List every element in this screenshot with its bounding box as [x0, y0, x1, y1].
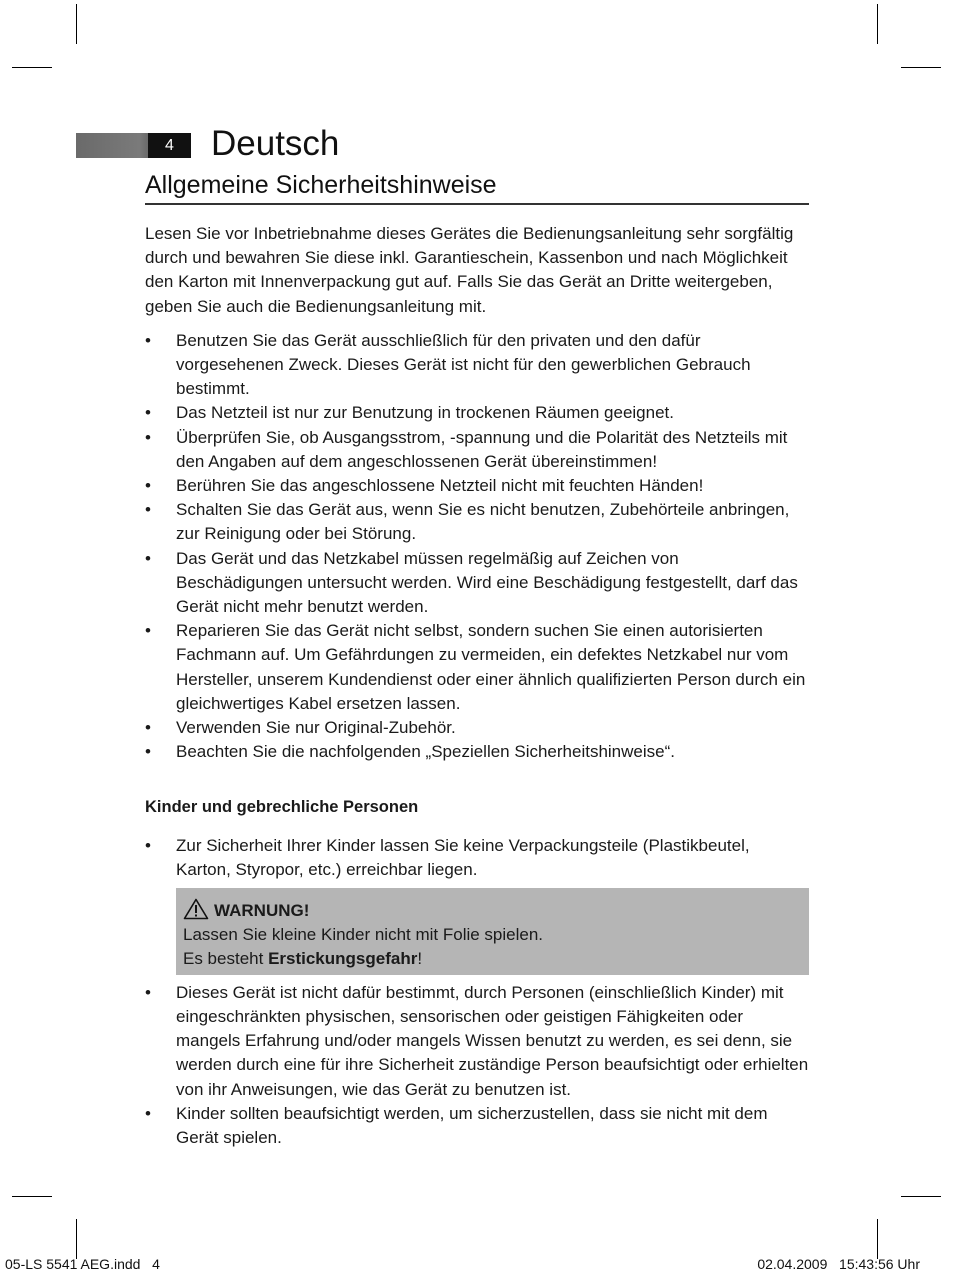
- list-item: [145, 619, 809, 716]
- bullet-icon: •: [145, 548, 151, 568]
- section-divider: [145, 203, 809, 205]
- children-list: [145, 834, 809, 882]
- bullet-icon: •: [145, 427, 151, 447]
- intro-paragraph: Lesen Sie vor Inbetriebnahme dieses Gerätes die Bedienungsanleitung sehr sorgfältig durch und bewahren Sie diese inkl. Garantieschein, Kassenbon und nach Möglichkeit den Karton mit Innenverpackung gut auf. Falls Sie das Gerät an Dritte weitergeben, geben Sie auch die Bedienungsanleitung mit.: [145, 224, 794, 316]
- crop-mark: [76, 1219, 77, 1259]
- crop-mark: [901, 1196, 941, 1197]
- bullet-icon: •: [145, 835, 151, 855]
- bullet-icon: •: [145, 403, 151, 423]
- list-item-text: Dieses Gerät ist nicht dafür bestimmt, durch Personen (einschließlich Kinder) mit eingeschränkten physischen, sensorischen oder geistigen Fähigkeiten oder mangels Erfahrung und/oder mangels Wissen benutzt zu werden, es sei denn, sie werden durch eine für ihre Sicherheit zuständige Person beaufsichtigt oder erhielten von ihr Anweisungen, wie das Gerät zu benutzen ist.: [176, 982, 809, 1099]
- list-item: [145, 547, 809, 620]
- bullet-icon: •: [145, 982, 151, 1002]
- warning-line-2-suffix: !: [417, 949, 423, 969]
- crop-mark: [76, 4, 77, 44]
- list-item-text: Reparieren Sie das Gerät nicht selbst, sondern suchen Sie einen autorisierten Fachmann auf. Um Gefährdungen zu vermeiden, ein defektes Netzkabel nur vom Hersteller, unserem Kundendienst oder einer ähnlich qualifizierten Person durch ein gleichwertiges Kabel ersetzen lassen.: [176, 621, 806, 713]
- bullet-icon: •: [145, 330, 151, 350]
- crop-mark: [901, 67, 941, 68]
- list-item-text: Überprüfen Sie, ob Ausgangsstrom, -spannung und die Polarität des Netzteils mit den Angaben auf dem angeschlossenen Gerät übereinstimmen!: [176, 427, 788, 471]
- children-heading: Kinder und gebrechliche Personen: [145, 798, 419, 817]
- bullet-icon: •: [145, 476, 151, 496]
- list-item-text: Berühren Sie das angeschlossene Netzteil nicht mit feuchten Händen!: [176, 476, 704, 496]
- bullet-icon: •: [145, 742, 151, 762]
- list-item: [145, 401, 809, 425]
- warning-header: [183, 899, 803, 923]
- list-item: [145, 498, 809, 546]
- list-item-text: Verwenden Sie nur Original-Zubehör.: [176, 718, 456, 738]
- children-list-continued: [145, 981, 809, 1150]
- document-body: [145, 222, 809, 1150]
- list-item: [145, 329, 809, 402]
- list-item: [145, 474, 809, 498]
- bullet-icon: •: [145, 500, 151, 520]
- list-item-text: Benutzen Sie das Gerät ausschließlich für den privaten und den dafür vorgesehenen Zweck. Dieses Gerät ist nicht für den gewerblichen Gebrauch bestimmt.: [176, 330, 751, 399]
- list-item-text: Schalten Sie das Gerät aus, wenn Sie es nicht benutzen, Zubehörteile anbringen, zur Reinigung oder bei Störung.: [176, 500, 790, 544]
- page-number: 4: [148, 133, 191, 158]
- list-item: [145, 981, 809, 1102]
- list-item-text: Das Netzteil ist nur zur Benutzung in trockenen Räumen geeignet.: [176, 403, 674, 423]
- section-title: Allgemeine Sicherheitshinweise: [145, 171, 497, 199]
- crop-mark: [12, 1196, 52, 1197]
- bullet-icon: •: [145, 718, 151, 738]
- warning-hazard: Erstickungsgefahr: [268, 949, 418, 969]
- bullet-icon: •: [145, 1103, 151, 1123]
- list-item-text: Beachten Sie die nachfolgenden „Speziellen Sicherheitshinweise“.: [176, 742, 675, 762]
- list-item-text: Kinder sollten beaufsichtigt werden, um sicherzustellen, dass sie nicht mit dem Gerät spielen.: [176, 1103, 768, 1147]
- footer-timestamp: 02.04.2009 15:43:56 Uhr: [757, 1256, 920, 1272]
- warning-line-2: [183, 947, 803, 971]
- warning-title: WARNUNG!: [214, 901, 310, 921]
- warning-box: [176, 888, 809, 975]
- list-item: [145, 834, 809, 882]
- footer-file-info: 05-LS 5541 AEG.indd 4: [5, 1256, 160, 1272]
- list-item: [145, 426, 809, 474]
- list-item: [145, 716, 809, 740]
- safety-list: [145, 329, 809, 765]
- warning-line-1: Lassen Sie kleine Kinder nicht mit Folie spielen.: [183, 925, 544, 945]
- warning-triangle-icon: [183, 898, 209, 920]
- list-item: [145, 740, 809, 764]
- list-item-text: Zur Sicherheit Ihrer Kinder lassen Sie keine Verpackungsteile (Plastikbeutel, Karton, Styropor, etc.) erreichbar liegen.: [176, 835, 750, 879]
- language-title: Deutsch: [211, 124, 340, 163]
- crop-mark: [877, 1219, 878, 1259]
- crop-mark: [877, 4, 878, 44]
- warning-line-2-prefix: Es besteht: [183, 949, 269, 969]
- list-item-text: Das Gerät und das Netzkabel müssen regelmäßig auf Zeichen von Beschädigungen untersucht werden. Wird eine Beschädigung festgestellt, darf das Gerät nicht mehr benutzt werden.: [176, 548, 798, 617]
- list-item: [145, 1102, 809, 1150]
- crop-mark: [12, 67, 52, 68]
- bullet-icon: •: [145, 621, 151, 641]
